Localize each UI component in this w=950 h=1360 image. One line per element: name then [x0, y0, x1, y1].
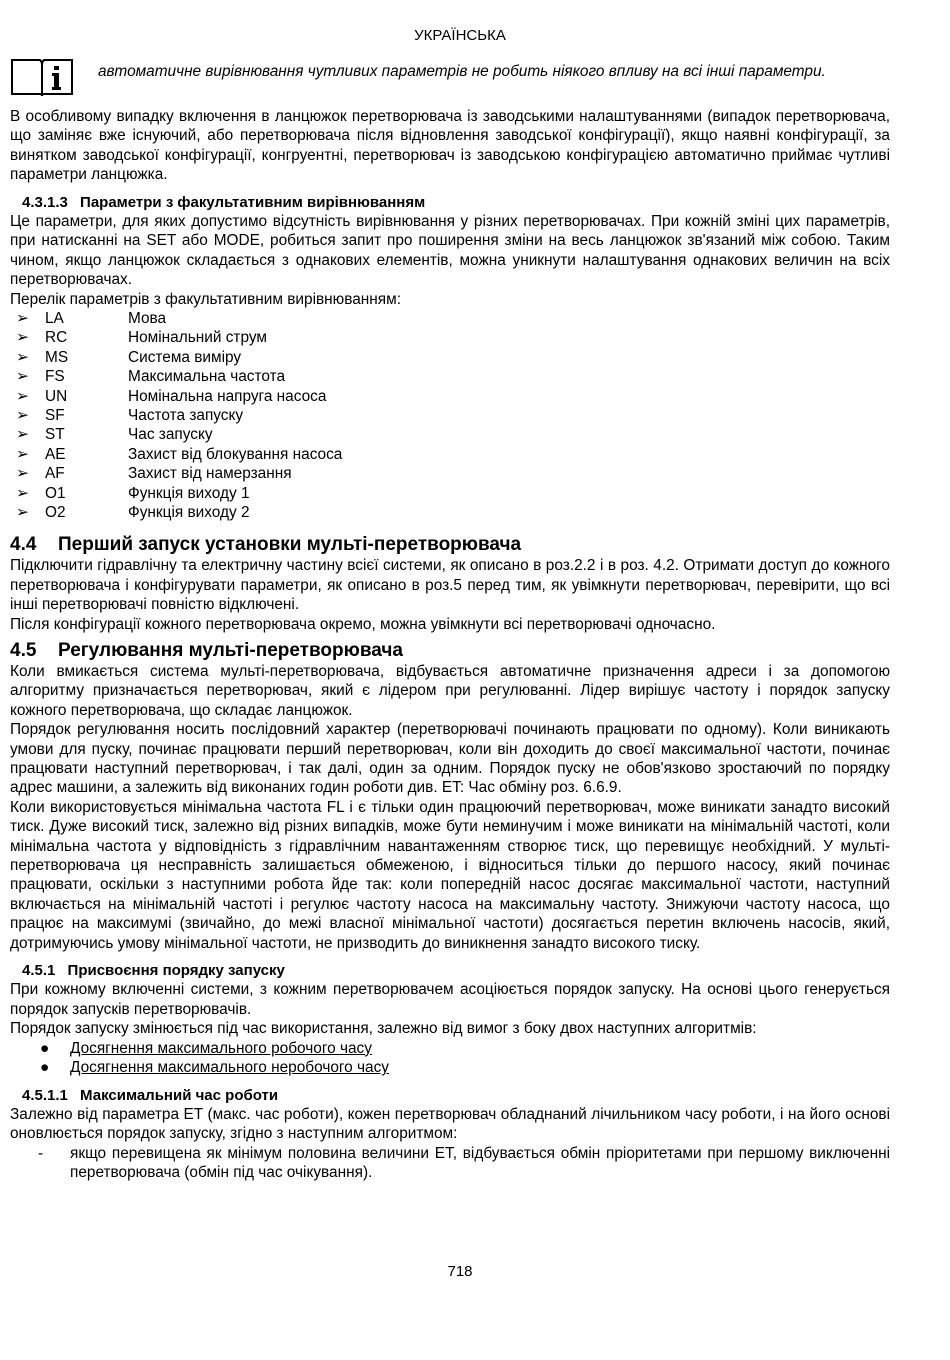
- param-name: Максимальна частота: [128, 368, 286, 386]
- section-title: Перший запуск установки мульті-перетворювача: [58, 534, 522, 556]
- section-number: 4.4: [10, 534, 37, 556]
- section-4313-paragraph: Це параметри, для яких допустимо відсутність вирівнювання у різних перетворювачах. При кожній зміні цих параметрів, при натисканні на SET або MODE, робиться запит про поширення зміни на весь ланцюжок зв'язаний між собою. Таким чином, якщо ланцюжок складається з однакових елементів, можна уникнути налаштування однакових величин на всіх перетворювачах.: [10, 213, 890, 289]
- param-code: FS: [45, 368, 65, 386]
- algorithm-steps-list: [10, 1144, 890, 1183]
- document-body: [10, 107, 890, 1183]
- section-number: 4.5.1: [22, 962, 56, 980]
- section-number: 4.3.1.3: [22, 193, 68, 211]
- section-heading-451: [10, 961, 890, 980]
- list-item: ● Досягнення максимального робочого часу: [40, 1039, 372, 1057]
- param-name: Система виміру: [128, 348, 242, 366]
- arrow-bullet-icon: ➢: [16, 445, 29, 463]
- list-item: - якщо перевищена як мінімум половина величини ET, відбувається обмін пріоритетами при першому виключенні перетворювача (обмін під час очікування).: [38, 1144, 890, 1182]
- param-name: Функція виходу 1: [128, 484, 250, 502]
- param-code: RC: [45, 329, 68, 347]
- list-item: [10, 406, 890, 425]
- list-item: [10, 425, 890, 444]
- params-list-intro: Перелік параметрів з факультативним вирівнюванням:: [10, 290, 401, 308]
- section-44-paragraph-1: Підключити гідравлічну та електричну частину всієї системи, як описано в роз.2.2 і в роз. 4.2. Отримати доступ до кожного перетворювача і конфігурувати параметри, як описано в роз.5 перед тим, як увімкнути перетворювач, перевірити, що всі інші перетворювачі повністю відключені.: [10, 557, 890, 614]
- param-code: AE: [45, 445, 66, 463]
- param-code: MS: [45, 348, 69, 366]
- section-heading-4511: [10, 1086, 890, 1105]
- arrow-bullet-icon: ➢: [16, 426, 29, 444]
- section-451-paragraph-1: При кожному включенні системи, з кожним перетворювачем асоціюється порядок запуску. На основі цього генерується порядок запусків перетворювачів.: [10, 981, 890, 1018]
- list-item: [10, 464, 890, 483]
- param-code: O1: [45, 484, 66, 502]
- list-item: [10, 484, 890, 503]
- section-44-paragraph-2: Після конфігурації кожного перетворювача окремо, можна увімкнути всі перетворювачі одночасно.: [10, 615, 716, 633]
- param-name: Частота запуску: [128, 407, 244, 425]
- arrow-bullet-icon: ➢: [16, 348, 29, 366]
- intro-paragraph: В особливому випадку включення в ланцюжок перетворювача із заводськими налаштуваннями (випадок перетворювача, що заміняє вже існуючий, або перетворювача після відновлення заводської конфігурації), якщо наявні конфігурації, за винятком заводської конфігурації, конгруентні, перетворювач із заводською конфігурацією автоматично приймає чутливі параметри ланцюжка.: [10, 108, 890, 184]
- param-code: AF: [45, 465, 65, 483]
- param-name: Номінальний струм: [128, 329, 267, 347]
- param-code: SF: [45, 407, 65, 425]
- param-name: Номінальна напруга насоса: [128, 387, 327, 405]
- param-code: LA: [45, 310, 64, 328]
- param-name: Функція виходу 2: [128, 503, 250, 521]
- arrow-bullet-icon: ➢: [16, 329, 29, 347]
- list-item: [10, 503, 890, 522]
- note-text: автоматичне вирівнювання чутливих параметрів не робить ніякого впливу на всі інші параметри.: [98, 63, 826, 80]
- section-heading-4313: [10, 193, 890, 212]
- section-number: 4.5: [10, 639, 37, 661]
- list-item: [10, 367, 890, 386]
- arrow-bullet-icon: ➢: [16, 387, 29, 405]
- section-4511-paragraph-1: Залежно від параметра ET (макс. час роботи), кожен перетворювач обладнаний лічильником часу роботи, і на його основі оновлюється порядок запуску, згідно з наступним алгоритмом:: [10, 1105, 890, 1143]
- param-name: Час запуску: [128, 426, 213, 444]
- section-45-paragraph-1: Коли вмикається система мульті-перетворювача, відбувається автоматичне призначення адреси і за допомогою алгоритму призначається перетворювач, який є лідером при регулюванні. Лідер вирішує частоту і порядок запуску кожного перетворювача, що складає ланцюжок.: [10, 662, 890, 719]
- section-451-paragraph-2: Порядок запуску змінюється під час використання, залежно від вимог з боку двох наступних алгоритмів:: [10, 1020, 757, 1038]
- arrow-bullet-icon: ➢: [16, 503, 29, 521]
- param-name: Захист від блокування насоса: [128, 445, 343, 463]
- section-45-paragraph-3: Коли використовується мінімальна частота FL і є тільки один працюючий перетворювач, може виникати занадто високий тиск. Дуже високий тиск, залежно від різних випадків, може бути неминучим і може виникати на мінімальній частоті, коли мінімальна частота у відповідність з гідравлічним навантаженням створює тиск, що перевищує необхідний. У мульті-перетворювача ця несправність залишається обмеженою, і відноситься тільки до першого насосу, який починає працювати, оскільки з наступними робота йде так: коли попередній насос досягає максимальної частоти, наступний включається на мінімальній частоті і регулює частоту насоса на максимальну частоту. Знижуючи частоту насоса, що працює на максимумі (звичайно, до межі власної мінімальної частоти) досягається перетин включень насосів, який, дотримуючись умову мінімальної частоти, не призводить до виникнення занадто високого тиску.: [10, 798, 890, 952]
- arrow-bullet-icon: ➢: [16, 310, 29, 328]
- section-number: 4.5.1.1: [22, 1086, 68, 1104]
- list-item: ● Досягнення максимального неробочого часу: [40, 1059, 389, 1077]
- section-heading-45: [10, 640, 890, 662]
- arrow-bullet-icon: ➢: [16, 407, 29, 425]
- list-item: [10, 328, 890, 347]
- optional-params-list: [10, 309, 890, 522]
- page-number: 718: [447, 1263, 473, 1280]
- list-item: [10, 309, 890, 328]
- section-title: Регулювання мульті-перетворювача: [58, 639, 403, 661]
- section-heading-44: [10, 534, 890, 556]
- section-title: Параметри з факультативним вирівнюванням: [80, 193, 426, 211]
- info-note: [10, 52, 890, 102]
- algorithms-list: [10, 1039, 890, 1078]
- arrow-bullet-icon: ➢: [16, 465, 29, 483]
- list-item: [10, 387, 890, 406]
- section-title: Максимальний час роботи: [80, 1086, 279, 1104]
- list-item: [10, 348, 890, 367]
- bullet-icon: ●: [40, 1059, 50, 1077]
- info-book-icon: [10, 56, 74, 96]
- language-header: УКРАЇНСЬКА: [414, 27, 506, 44]
- param-name: Захист від намерзання: [128, 465, 292, 483]
- bullet-icon: ●: [40, 1039, 50, 1057]
- param-code: O2: [45, 503, 66, 521]
- section-45-paragraph-2: Порядок регулювання носить послідовний характер (перетворювачі починають працювати по одному). Коли виникають умови для пуску, починає працювати перший перетворювач, коли він доходить до своєї максимальної частоти, починає працювати наступний перетворювач, і так далі, один за одним. Порядок пуску не обов'язково зростаючий по порядку адрес машини, а залежить від виконаних годин роботи див. ET: Час обміну роз. 6.6.9.: [10, 721, 890, 797]
- arrow-bullet-icon: ➢: [16, 368, 29, 386]
- param-name: Мова: [128, 310, 167, 328]
- section-title: Присвоєння порядку запуску: [67, 962, 285, 980]
- dash-bullet: -: [38, 1144, 44, 1162]
- arrow-bullet-icon: ➢: [16, 484, 29, 502]
- param-code: ST: [45, 426, 65, 444]
- list-item: [10, 445, 890, 464]
- param-code: UN: [45, 387, 68, 405]
